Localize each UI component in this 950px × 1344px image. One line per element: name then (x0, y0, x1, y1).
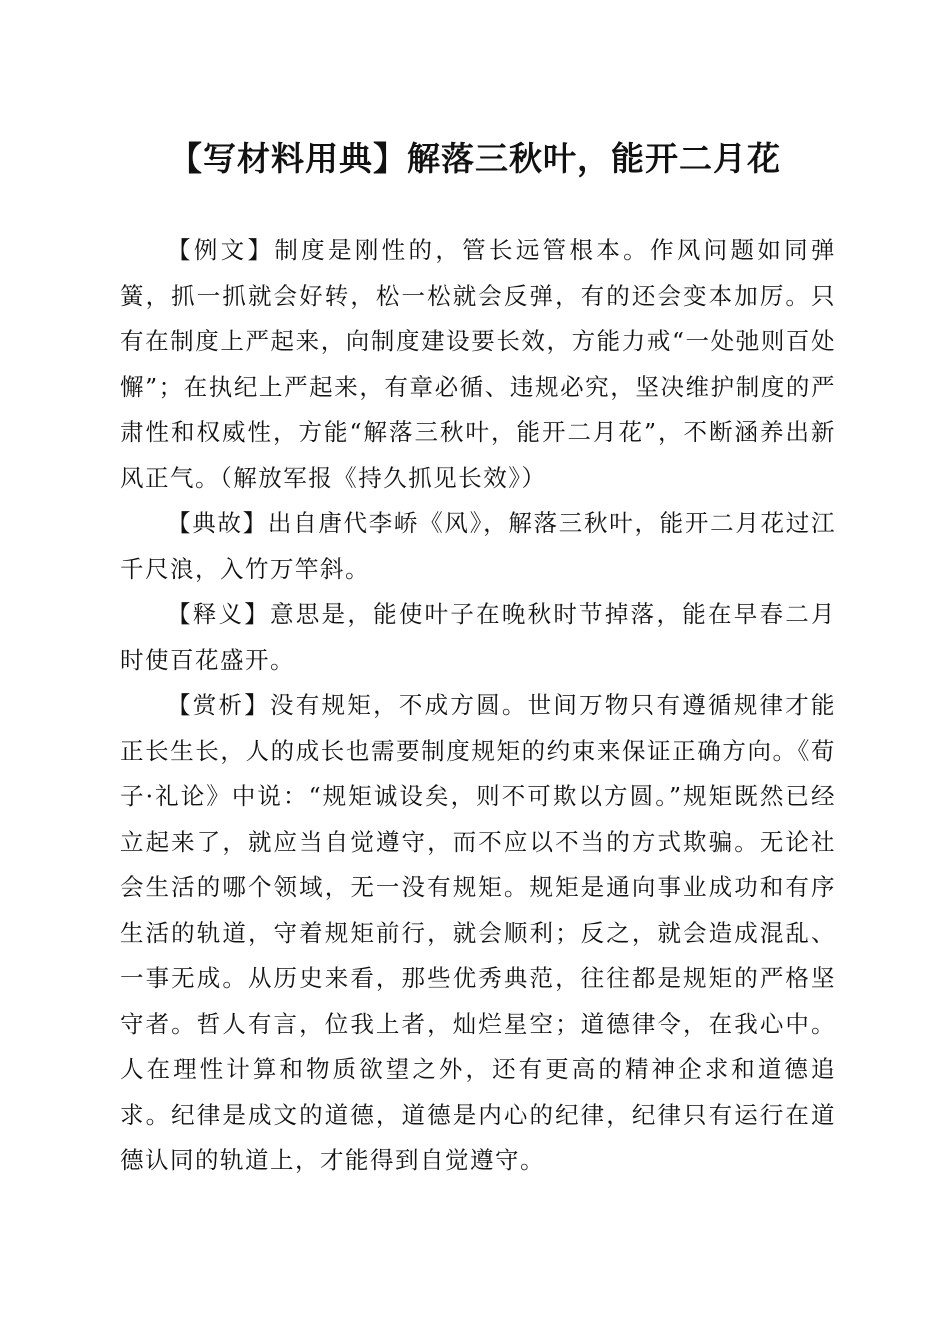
paragraph-example: 【例文】制度是刚性的，管长远管根本。作风问题如同弹簧，抓一抓就会好转，松一松就会反弹，有的还会变本加厉。只有在制度上严起来，向制度建设要长效，方能力戒“一处弛则百处懈”；在执纪上严起来，有章必循、违规必究，坚决维护制度的严肃性和权威性，方能“解落三秋叶，能开二月花”，不断涵养出新风正气。（解放军报《持久抓见长效》） (120, 236, 836, 492)
paragraph-allusion: 【典故】出自唐代李峤《风》，解落三秋叶，能开二月花过江千尺浪，入竹万竿斜。 (120, 509, 836, 583)
document-title: 【写材料用典】解落三秋叶，能开二月花 (169, 139, 781, 178)
paragraph-appreciation: 【赏析】没有规矩，不成方圆。世间万物只有遵循规律才能正长生长，人的成长也需要制度规矩的约束来保证正确方向。《荀子·礼论》中说：“规矩诚设矣，则不可欺以方圆。”规矩既然已经立起来了，就应当自觉遵守，而不应以不当的方式欺骗。无论社会生活的哪个领域，无一没有规矩。规矩是通向事业成功和有序生活的轨道，守着规矩前行，就会顺利；反之，就会造成混乱、一事无成。从历史来看，那些优秀典范，往往都是规矩的严格坚守者。哲人有言，位我上者，灿烂星空；道德律令，在我心中。人在理性计算和物质欲望之外，还有更高的精神企求和道德追求。纪律是成文的道德，道德是内心的纪律，纪律只有运行在道德认同的轨道上，才能得到自觉遵守。 (120, 691, 836, 1174)
paragraph-meaning: 【释义】意思是，能使叶子在晚秋时节掉落，能在早春二月时使百花盛开。 (120, 600, 836, 674)
document-body (120, 228, 836, 1184)
